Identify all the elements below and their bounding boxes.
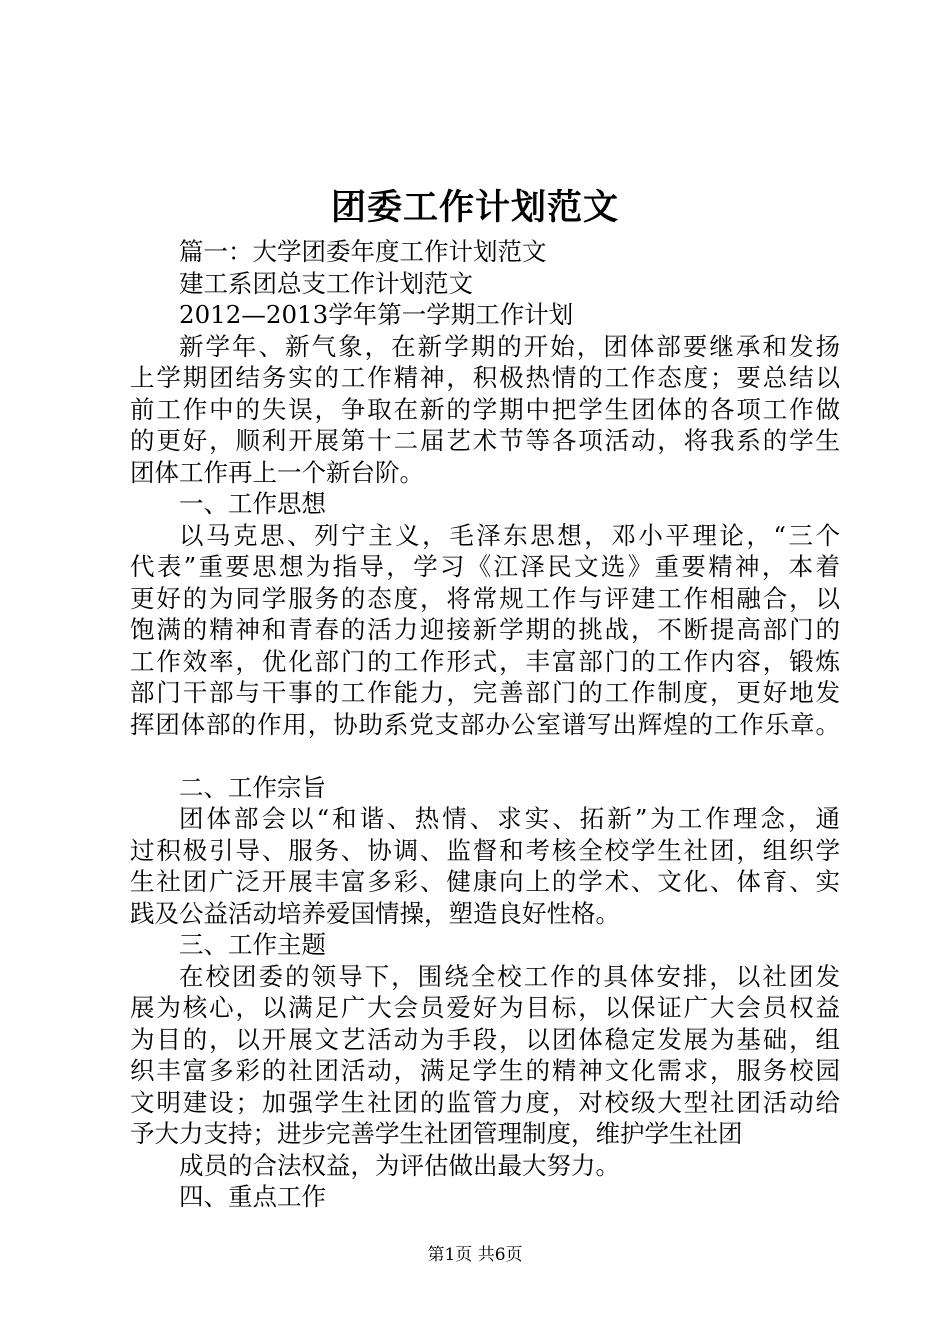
paragraph-line: 前工作中的失误，争取在新的学期中把学生团体的各项工作做 (130, 394, 840, 424)
paragraph-line: 织丰富多彩的社团活动，满足学生的精神文化需求，服务校园 (130, 1056, 840, 1085)
paragraph-line: 为目的，以开展文艺活动为手段，以团体稳定发展为基础，组 (130, 1024, 840, 1054)
paragraph-line: 团体工作再上一个新台阶。 (130, 457, 424, 487)
paragraph-line (130, 740, 840, 772)
paragraph-line: 饱满的精神和青春的活力迎接新学期的挑战，不断提高部门的 (130, 615, 840, 644)
paragraph-line: 一、工作思想 (179, 489, 326, 518)
paragraph-line: 展为核心，以满足广大会员爱好为目标，以保证广大会员权益 (130, 993, 840, 1022)
document-title: 团委工作计划范文 (330, 187, 619, 228)
paragraph-line: 代表”重要思想为指导，学习《江泽民文选》重要精神，本着 (130, 552, 840, 581)
paragraph-line: 四、重点工作 (179, 1182, 326, 1211)
paragraph-line: 新学年、新气象，在新学期的开始，团体部要继承和发扬 (179, 331, 840, 361)
paragraph-line: 部门干部与干事的工作能力，完善部门的工作制度，更好地发 (130, 678, 840, 707)
paragraph-line: 予大力支持；进步完善学生社团管理制度，维护学生社团 (130, 1119, 743, 1148)
paragraph-line: 过积极引导、服务、协调、监督和考核全校学生社团，组织学 (130, 835, 840, 865)
paragraph-line: 成员的合法权益，为评估做出最大努力。 (179, 1150, 620, 1180)
paragraph-line: 2012—2013学年第一学期工作计划 (179, 300, 574, 329)
paragraph-line: 建工系团总支工作计划范文 (179, 268, 473, 298)
document-body (130, 236, 840, 1213)
paragraph-line: 挥团体部的作用，协助系党支部办公室谱写出辉煌的工作乐章。 (130, 709, 840, 739)
paragraph-line: 的更好，顺利开展第十二届艺术节等各项活动，将我系的学生 (130, 426, 840, 455)
paragraph-line: 工作效率，优化部门的工作形式，丰富部门的工作内容，锻炼 (130, 646, 840, 676)
paragraph-line: 三、工作主题 (179, 930, 326, 959)
paragraph-line: 团体部会以“和谐、热情、求实、拓新”为工作理念，通 (179, 804, 840, 833)
paragraph-line: 以马克思、列宁主义，毛泽东思想，邓小平理论，“三个 (179, 520, 840, 550)
paragraph-line: 践及公益活动培养爱国情操，塑造良好性格。 (130, 898, 620, 928)
paragraph-line: 上学期团结务实的工作精神，积极热情的工作态度；要总结以 (130, 363, 840, 392)
paragraph-line: 生社团广泛开展丰富多彩、健康向上的学术、文化、体育、实 (130, 867, 840, 896)
paragraph-line: 更好的为同学服务的态度，将常规工作与评建工作相融合，以 (130, 583, 840, 613)
paragraph-line: 在校团委的领导下，围绕全校工作的具体安排，以社团发 (179, 961, 840, 991)
paragraph-line: 篇一：大学团委年度工作计划范文 (179, 237, 547, 266)
paragraph-line: 文明建设；加强学生社团的监管力度，对校级大型社团活动给 (130, 1087, 840, 1117)
paragraph-line: 二、工作宗旨 (179, 772, 326, 802)
page-footer: 第1页 共6页 (427, 1245, 523, 1265)
